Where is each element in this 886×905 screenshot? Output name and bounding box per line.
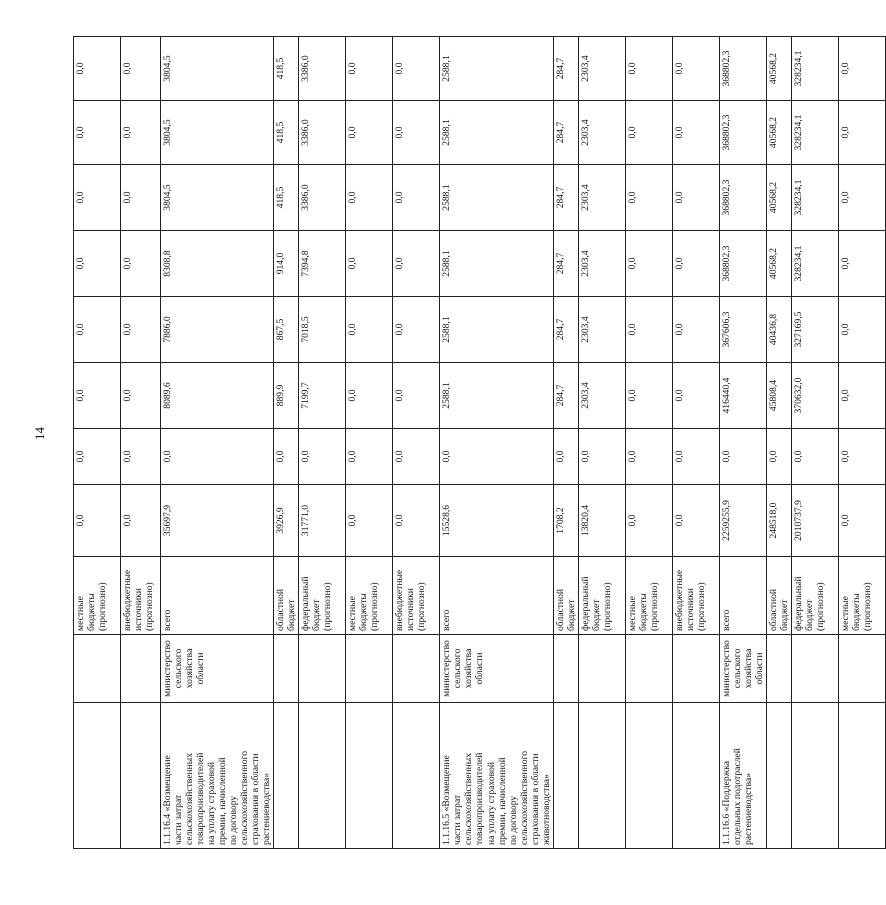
value-cell: 284,7 [553,165,578,231]
budget-table-rotated [73,37,873,849]
value-cell: 0,0 [393,101,440,165]
measure-name-cell [299,703,346,849]
funding-source-cell: местные бюджеты (прогнозно) [625,557,672,635]
value-cell: 0,0 [74,165,121,231]
value-cell: 0,0 [625,231,672,297]
value-cell: 0,0 [121,297,161,363]
value-cell: 0,0 [719,429,766,485]
executor-cell [766,635,791,703]
value-cell: 0,0 [838,165,885,231]
value-cell: 3804,5 [161,37,274,101]
value-cell: 284,7 [553,297,578,363]
table-row [299,37,346,849]
value-cell: 0,0 [121,231,161,297]
measure-name-cell [766,703,791,849]
value-cell: 0,0 [346,165,393,231]
measure-name-cell [838,703,885,849]
table-row [161,37,274,849]
value-cell: 13820,4 [578,485,625,557]
value-cell: 284,7 [553,231,578,297]
value-cell: 31771,0 [299,485,346,557]
value-cell: 0,0 [346,37,393,101]
value-cell: 0,0 [838,485,885,557]
value-cell: 7199,7 [299,363,346,429]
value-cell: 2259255,9 [719,485,766,557]
funding-source-cell: внебюджетные источники (прогнозно) [393,557,440,635]
value-cell: 2303,4 [578,101,625,165]
measure-name-cell [121,703,161,849]
funding-source-cell: всего [440,557,553,635]
table-row [625,37,672,849]
value-cell: 418,5 [274,165,299,231]
funding-source-cell: местные бюджеты (прогнозно) [74,557,121,635]
executor-cell [838,635,885,703]
value-cell: 368802,3 [719,101,766,165]
funding-source-cell: местные бюджеты (прогнозно) [346,557,393,635]
value-cell: 0,0 [393,485,440,557]
value-cell: 284,7 [553,363,578,429]
measure-name-cell: 1.1.16.6 «Поддержка отдельных подотраслей растениеводства» [719,703,766,849]
value-cell: 0,0 [299,429,346,485]
table-row [553,37,578,849]
measure-name-cell [578,703,625,849]
measure-name-cell [74,703,121,849]
value-cell: 0,0 [346,485,393,557]
measure-name-cell [672,703,719,849]
value-cell: 40568,2 [766,37,791,101]
value-cell: 368802,3 [719,231,766,297]
measure-name-cell: 1.1.16.5 «Возмещение части затрат сельскохозяйственных товаропроизводителей на уплату страховой премии, начисленной по договору сельскохозяйственного страхования в области животноводства» [440,703,553,849]
measure-name-cell: 1.1.16.4 «Возмещение части затрат сельскохозяйственных товаропроизводителей на уплату страховой премии, начисленной по договору сельскохозяйственного страхования в области растениеводства» [161,703,274,849]
value-cell: 416440,4 [719,363,766,429]
value-cell: 0,0 [346,101,393,165]
value-cell: 0,0 [393,297,440,363]
value-cell: 418,5 [274,101,299,165]
funding-source-cell: областной бюджет [766,557,791,635]
value-cell: 367606,3 [719,297,766,363]
value-cell: 2588,1 [440,363,553,429]
value-cell: 0,0 [838,101,885,165]
value-cell: 0,0 [672,231,719,297]
value-cell: 40568,2 [766,101,791,165]
value-cell: 2303,4 [578,37,625,101]
executor-cell: министерство сельского хозяйства области [161,635,274,703]
value-cell: 867,5 [274,297,299,363]
measure-name-cell [274,703,299,849]
value-cell: 328234,1 [791,231,838,297]
value-cell: 0,0 [766,429,791,485]
value-cell: 0,0 [274,429,299,485]
value-cell: 0,0 [393,429,440,485]
executor-cell [578,635,625,703]
value-cell: 3386,0 [299,165,346,231]
value-cell: 0,0 [625,429,672,485]
value-cell: 914,0 [274,231,299,297]
value-cell: 0,0 [74,101,121,165]
funding-source-cell: всего [719,557,766,635]
value-cell: 0,0 [74,37,121,101]
value-cell: 0,0 [121,37,161,101]
value-cell: 35697,9 [161,485,274,557]
value-cell: 0,0 [346,297,393,363]
value-cell: 328234,1 [791,165,838,231]
value-cell: 2010737,9 [791,485,838,557]
value-cell: 0,0 [672,363,719,429]
value-cell: 368802,3 [719,37,766,101]
value-cell: 0,0 [672,37,719,101]
value-cell: 0,0 [838,231,885,297]
value-cell: 0,0 [578,429,625,485]
value-cell: 1708,2 [553,485,578,557]
value-cell: 0,0 [625,37,672,101]
value-cell: 0,0 [74,297,121,363]
value-cell: 248518,0 [766,485,791,557]
value-cell: 7886,0 [161,297,274,363]
table-row [791,37,838,849]
executor-cell [299,635,346,703]
value-cell: 45808,4 [766,363,791,429]
executor-cell [393,635,440,703]
value-cell: 3386,0 [299,101,346,165]
value-cell: 0,0 [625,363,672,429]
executor-cell [346,635,393,703]
funding-source-cell: федеральный бюджет (прогнозно) [578,557,625,635]
value-cell: 2588,1 [440,37,553,101]
value-cell: 0,0 [121,429,161,485]
value-cell: 0,0 [74,429,121,485]
value-cell: 0,0 [121,363,161,429]
value-cell: 2303,4 [578,297,625,363]
value-cell: 0,0 [625,485,672,557]
value-cell: 0,0 [161,429,274,485]
value-cell: 0,0 [672,485,719,557]
value-cell: 8308,8 [161,231,274,297]
value-cell: 0,0 [121,485,161,557]
table-row [393,37,440,849]
value-cell: 3804,5 [161,101,274,165]
value-cell: 0,0 [838,297,885,363]
value-cell: 0,0 [393,363,440,429]
value-cell: 8089,6 [161,363,274,429]
value-cell: 7394,8 [299,231,346,297]
table-row [578,37,625,849]
value-cell: 0,0 [672,101,719,165]
value-cell: 40568,2 [766,165,791,231]
executor-cell [274,635,299,703]
executor-cell: министерство сельского хозяйства области [719,635,766,703]
executor-cell: министерство сельского хозяйства области [440,635,553,703]
funding-source-cell: всего [161,557,274,635]
value-cell: 0,0 [74,485,121,557]
funding-source-cell: федеральный бюджет (прогнозно) [791,557,838,635]
value-cell: 418,5 [274,37,299,101]
value-cell: 0,0 [838,37,885,101]
table-row [672,37,719,849]
value-cell: 0,0 [838,363,885,429]
executor-cell [625,635,672,703]
value-cell: 2588,1 [440,101,553,165]
value-cell: 0,0 [393,231,440,297]
value-cell: 2303,4 [578,165,625,231]
measure-name-cell [625,703,672,849]
value-cell: 0,0 [121,165,161,231]
value-cell: 889,9 [274,363,299,429]
value-cell: 328234,1 [791,37,838,101]
table-row [274,37,299,849]
table-row [838,37,885,849]
executor-cell [121,635,161,703]
funding-source-cell: внебюджетные источники (прогнозно) [672,557,719,635]
value-cell: 2588,1 [440,297,553,363]
executor-cell [74,635,121,703]
page-number: 14 [32,427,47,440]
measure-name-cell [553,703,578,849]
value-cell: 40436,8 [766,297,791,363]
value-cell: 2588,1 [440,231,553,297]
measure-name-cell [791,703,838,849]
value-cell: 0,0 [440,429,553,485]
value-cell: 0,0 [393,165,440,231]
value-cell: 7018,5 [299,297,346,363]
funding-source-cell: местные бюджеты (прогнозно) [838,557,885,635]
table-row [719,37,766,849]
value-cell: 3804,5 [161,165,274,231]
value-cell: 328234,1 [791,101,838,165]
value-cell: 0,0 [346,363,393,429]
funding-source-cell: внебюджетные источники (прогнозно) [121,557,161,635]
value-cell: 0,0 [791,429,838,485]
value-cell: 368802,3 [719,165,766,231]
measure-name-cell [393,703,440,849]
value-cell: 2303,4 [578,231,625,297]
value-cell: 284,7 [553,101,578,165]
funding-source-cell: федеральный бюджет (прогнозно) [299,557,346,635]
value-cell: 0,0 [553,429,578,485]
table-row [440,37,553,849]
value-cell: 327169,5 [791,297,838,363]
value-cell: 0,0 [625,101,672,165]
table-row [766,37,791,849]
executor-cell [553,635,578,703]
value-cell: 370632,0 [791,363,838,429]
value-cell: 0,0 [121,101,161,165]
value-cell: 0,0 [74,231,121,297]
value-cell: 3926,9 [274,485,299,557]
value-cell: 0,0 [672,429,719,485]
value-cell: 0,0 [74,363,121,429]
funding-source-cell: областной бюджет [274,557,299,635]
value-cell: 15528,6 [440,485,553,557]
value-cell: 0,0 [625,165,672,231]
funding-source-cell: областной бюджет [553,557,578,635]
budget-table [73,36,886,849]
value-cell: 2303,4 [578,363,625,429]
value-cell: 0,0 [346,429,393,485]
value-cell: 40568,2 [766,231,791,297]
value-cell: 0,0 [838,429,885,485]
table-row [346,37,393,849]
value-cell: 0,0 [393,37,440,101]
value-cell: 0,0 [672,297,719,363]
value-cell: 0,0 [346,231,393,297]
value-cell: 3386,0 [299,37,346,101]
table-row [121,37,161,849]
executor-cell [672,635,719,703]
measure-name-cell [346,703,393,849]
value-cell: 0,0 [672,165,719,231]
value-cell: 2588,1 [440,165,553,231]
value-cell: 284,7 [553,37,578,101]
executor-cell [791,635,838,703]
table-row [74,37,121,849]
table-body [74,37,886,849]
value-cell: 0,0 [625,297,672,363]
